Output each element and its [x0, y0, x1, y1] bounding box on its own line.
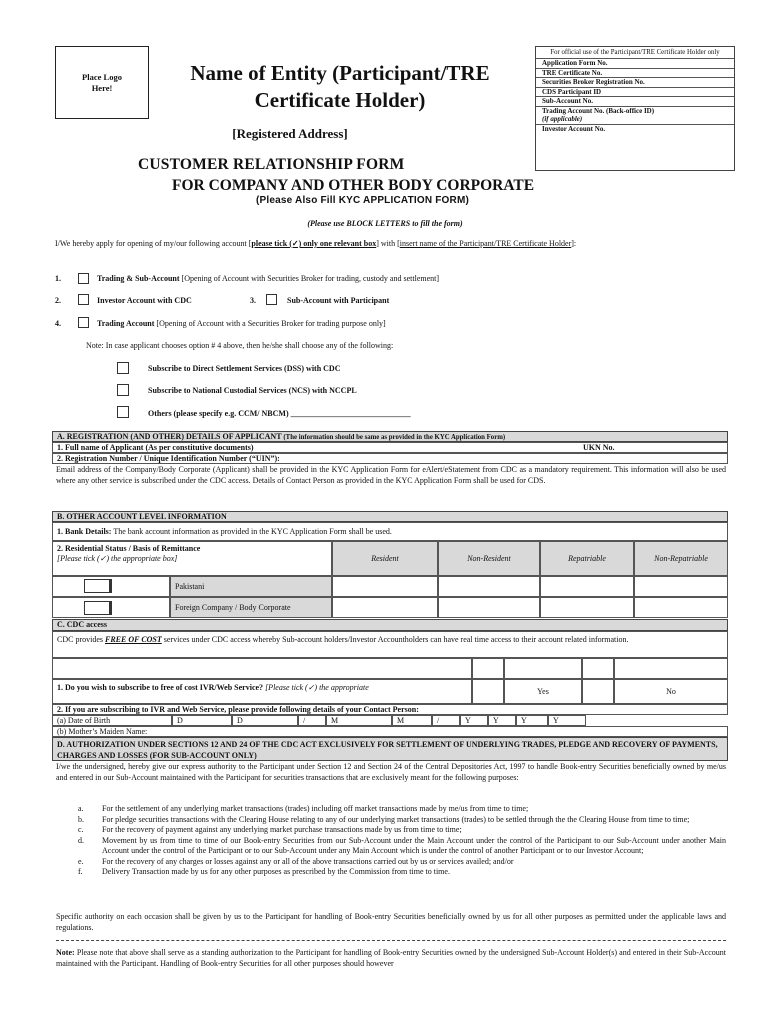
- apply-tick: please tick (✓) only one relevant box: [251, 239, 377, 248]
- option-1-label: [97, 274, 439, 283]
- section-c-text-prefix: CDC provides: [57, 635, 105, 644]
- ivr-spacer-left: [52, 658, 472, 679]
- pakistani-non-repatriable-cell[interactable]: [634, 576, 728, 597]
- authorization-item-text: For the recovery of payment against any underlying market purchase transactions made by us from time to time;: [102, 825, 462, 834]
- column-non-repatriable: Non-Repatriable: [634, 541, 728, 576]
- ivr-spacer-right: [614, 658, 728, 679]
- pakistani-resident-cell[interactable]: [332, 576, 438, 597]
- foreign-non-resident-cell[interactable]: [438, 597, 540, 618]
- section-d-intro: I/we the undersigned, hereby give our express authority to the Participant under Section 12 and Section 24 of the Central Depositories Act, 1997 to handle Book-entry Securities beneficially owned by me/us and entered in our Sub-Account maintained with the Participant for securities transactions that are exclusively meant for the following purposes:: [56, 762, 726, 782]
- note-text: Please note that above shall serve as a standing authorization to the Participant for handling of Book-entry Securities owned by the undersigned Sub-Account Holder(s) and entered in their Sub-Account maintained with the Participant. Handling of Book-entry Securities for all other purposes should however: [56, 948, 727, 968]
- section-b-header: B. OTHER ACCOUNT LEVEL INFORMATION: [52, 511, 728, 522]
- row-foreign: Foreign Company / Body Corporate: [170, 597, 332, 618]
- authorization-item: [56, 867, 726, 878]
- authorization-item-marker: d.: [78, 835, 84, 845]
- kyc-note: (Please Also Fill KYC APPLICATION FORM): [256, 195, 470, 206]
- authorization-item: [56, 857, 726, 868]
- option-1-checkbox[interactable]: [78, 273, 89, 284]
- divider: [56, 940, 726, 941]
- column-resident: Resident: [332, 541, 438, 576]
- apply-mid: ] with [: [376, 239, 400, 248]
- section-d-header: D. AUTHORIZATION UNDER SECTIONS 12 AND 24 OF THE CDC ACT EXCLUSIVELY FOR SETTLEMENT OF UNDERLYING TRADES, PLEDGE AND RECOVERY OF PAYMENTS, CHARGES AND LOSSES (FOR SUB-ACCOUNT ONLY): [52, 737, 728, 761]
- dss-label: Subscribe to Direct Settlement Services (DSS) with CDC: [148, 364, 341, 373]
- bank-details-row: [52, 522, 728, 541]
- official-field[interactable]: Securities Broker Registration No.: [536, 78, 734, 88]
- authorization-item-marker: a.: [78, 804, 84, 813]
- form-title: CUSTOMER RELATIONSHIP FORM: [138, 156, 405, 173]
- authorization-item-marker: f.: [78, 867, 83, 876]
- dob-cell[interactable]: D: [232, 715, 298, 726]
- dob-label: (a) Date of Birth: [52, 715, 172, 726]
- section-a-title-note: (The information should be same as provided in the KYC Application Form): [283, 434, 506, 441]
- section-c-header: C. CDC access: [52, 619, 728, 631]
- authorization-item: [56, 815, 726, 826]
- ukn-label: UKN No.: [583, 443, 615, 452]
- note-paragraph: [56, 948, 726, 969]
- authorization-item-marker: e.: [78, 856, 84, 866]
- authorization-item-text: Movement by us from time to time of our Book-entry Securities from our Sub-Account under the Main Account under the control of the Participant to our Sub-Account under another Main Account under the control of the Participant or to our Sub-Account under any Main Account which is under the control of another Participant or to our Investor Account;: [102, 835, 726, 855]
- official-field[interactable]: [536, 106, 734, 124]
- ivr-yes-checkbox-top: [472, 658, 504, 679]
- others-checkbox[interactable]: [117, 406, 129, 418]
- official-field[interactable]: Application Form No.: [536, 59, 734, 69]
- bank-details-label: 1. Bank Details:: [57, 527, 112, 536]
- dob-cell[interactable]: Y: [488, 715, 516, 726]
- authorization-item-text: For the settlement of any underlying market transactions (trades) including off market transactions made by me/us from time to time;: [102, 804, 529, 813]
- option-2-checkbox[interactable]: [78, 294, 89, 305]
- official-field[interactable]: TRE Certificate No.: [536, 68, 734, 78]
- ivr-spacer-mid: [504, 658, 582, 679]
- option-4-note-text: Note: In case applicant chooses option # 4 above, then he/she shall choose any of the following:: [86, 341, 394, 350]
- dob-cell[interactable]: Y: [548, 715, 586, 726]
- dob-cell[interactable]: M: [326, 715, 392, 726]
- registered-address: [Registered Address]: [232, 126, 348, 141]
- option-1-number: 1.: [55, 274, 61, 283]
- apply-suffix: ]:: [571, 239, 577, 248]
- column-repatriable: Repatriable: [540, 541, 634, 576]
- ivr-yes-label: Yes: [504, 679, 582, 704]
- section-c-text: [52, 631, 728, 658]
- column-non-resident: Non-Resident: [438, 541, 540, 576]
- official-field-label: Trading Account No. (Back-office ID): [542, 106, 655, 115]
- full-name-field[interactable]: [52, 442, 728, 453]
- block-letters-note: (Please use BLOCK LETTERS to fill the form): [307, 219, 463, 228]
- dob-cell[interactable]: Y: [516, 715, 548, 726]
- section-c-text-suffix: services under CDC access whereby Sub-account holders/Investor Accountholders can have real time access to their account related information.: [161, 635, 629, 644]
- others-label[interactable]: Others (please specify e.g. CCM/ NBCM) ______________________________: [148, 409, 411, 418]
- ivr-no-checkbox[interactable]: [582, 679, 614, 704]
- mothers-maiden-name-field[interactable]: (b) Mother’s Maiden Name:: [52, 726, 728, 737]
- option-2-label: Investor Account with CDC: [97, 296, 192, 305]
- ivr-no-checkbox-top: [582, 658, 614, 679]
- section-a-paragraph: Email address of the Company/Body Corporate (Applicant) shall be provided in the KYC Application Form for eAlert/eStatement from CDC as a mandatory requirement. This information will also be used where any other service is subscribed under the CDC access. Details of Contact Person as provided in the KYC Application Form shall be used for CDS.: [56, 465, 726, 485]
- foreign-non-repatriable-cell[interactable]: [634, 597, 728, 618]
- specific-authority-text: Specific authority on each occasion shall be given by us to the Participant for handling of Book-entry Securities beneficially owned by us for all other purposes as permitted under the applicable laws and regulations.: [56, 912, 726, 932]
- ncs-label: Subscribe to National Custodial Services (NCS) with NCCPL: [148, 386, 357, 395]
- official-field[interactable]: Investor Account No.: [536, 124, 734, 133]
- residential-status-label: [52, 541, 332, 576]
- foreign-resident-cell[interactable]: [332, 597, 438, 618]
- foreign-checkbox[interactable]: [84, 601, 112, 615]
- dss-checkbox[interactable]: [117, 362, 129, 374]
- authorization-item: [56, 825, 726, 836]
- row-pakistani: Pakistani: [170, 576, 332, 597]
- apply-statement: [55, 238, 715, 249]
- option-2-number: 2.: [55, 296, 61, 305]
- contact-person-title: 2. If you are subscribing to IVR and Web Service, please provide following details of your Contact Person:: [52, 704, 728, 715]
- option-4-note: [Opening of Account with a Securities Broker for trading purpose only]: [156, 319, 386, 328]
- form-subtitle: FOR COMPANY AND OTHER BODY CORPORATE: [172, 177, 535, 194]
- option-4-title: Trading Account: [97, 319, 155, 328]
- ivr-no-label: No: [614, 679, 728, 704]
- full-name-label: 1. Full name of Applicant (As per constitutive documents): [57, 443, 254, 452]
- bank-details-text: The bank account information as provided in the KYC Application Form shall be used.: [113, 527, 392, 536]
- registration-number-field[interactable]: 2. Registration Number / Unique Identification Number (“UIN”):: [52, 453, 728, 464]
- apply-insert: insert name of the Participant/TRE Certificate Holder: [399, 239, 572, 248]
- free-of-cost-label: FREE OF COST: [105, 635, 162, 644]
- official-use-heading: For official use of the Participant/TRE Certificate Holder only: [550, 49, 720, 56]
- ivr-question-text: 1. Do you wish to subscribe to free of cost IVR/Web Service?: [57, 683, 264, 692]
- pakistani-checkbox[interactable]: [84, 579, 112, 593]
- entity-title: Name of Entity (Participant/TRE Certificate Holder): [190, 61, 490, 112]
- option-4-label: [97, 319, 386, 328]
- authorization-item: [56, 804, 726, 815]
- option-3-number: 3.: [250, 296, 256, 305]
- option-3-label: Sub-Account with Participant: [287, 296, 390, 305]
- authorization-item-text: For pledge securities transactions with the Clearing House relating to any of our underlying market transactions (trades) to be settled through the the Clearing House from time to time;: [102, 814, 690, 824]
- authorization-item-marker: b.: [78, 814, 84, 824]
- option-4-number: 4.: [55, 319, 61, 328]
- logo-placeholder-text: Place Logo Here!: [82, 71, 122, 93]
- dob-cell[interactable]: /: [432, 715, 460, 726]
- dob-cell[interactable]: D: [172, 715, 232, 726]
- authorization-item-text: Delivery Transaction made by us for any other purposes as prescribed by the Commission from time to time.: [102, 867, 450, 876]
- option-1-note: [Opening of Account with Securities Broker for trading, custody and settlement]: [181, 274, 440, 283]
- option-1-title: Trading & Sub-Account: [97, 274, 180, 283]
- residential-status-title: 2. Residential Status / Basis of Remittance: [57, 544, 201, 553]
- official-field-hint: (if applicable): [542, 115, 583, 123]
- logo-placeholder: [55, 46, 149, 119]
- apply-prefix: I/We hereby apply for opening of my/our following account [: [55, 239, 252, 248]
- option-3-checkbox[interactable]: [266, 294, 277, 305]
- foreign-repatriable-cell[interactable]: [540, 597, 634, 618]
- official-use-box: [535, 46, 735, 171]
- ncs-checkbox[interactable]: [117, 384, 129, 396]
- dob-cell[interactable]: /: [298, 715, 326, 726]
- authorization-item-text: For the recovery of any charges or losses against any or all of the above transactions carried out by us or services availed; and/or: [102, 856, 514, 866]
- authorization-item-marker: c.: [78, 825, 84, 834]
- official-field[interactable]: CDS Participant ID: [536, 87, 734, 97]
- section-a-header: [52, 431, 728, 442]
- dob-cell[interactable]: Y: [460, 715, 488, 726]
- pakistani-repatriable-cell[interactable]: [540, 576, 634, 597]
- ivr-question: [52, 679, 472, 704]
- option-4-checkbox[interactable]: [78, 317, 89, 328]
- residential-status-hint: [Please tick (✓) the appropriate box]: [57, 554, 178, 563]
- authorization-item: [56, 836, 726, 857]
- ivr-yes-checkbox[interactable]: [472, 679, 504, 704]
- authorization-list: [56, 804, 726, 878]
- ivr-hint: [Please tick (✓) the appropriate: [265, 683, 369, 692]
- official-field[interactable]: Sub-Account No.: [536, 97, 734, 107]
- pakistani-non-resident-cell[interactable]: [438, 576, 540, 597]
- section-a-title: A. REGISTRATION (AND OTHER) DETAILS OF APPLICANT: [57, 432, 282, 441]
- note-label: Note:: [56, 948, 75, 957]
- dob-cell[interactable]: M: [392, 715, 432, 726]
